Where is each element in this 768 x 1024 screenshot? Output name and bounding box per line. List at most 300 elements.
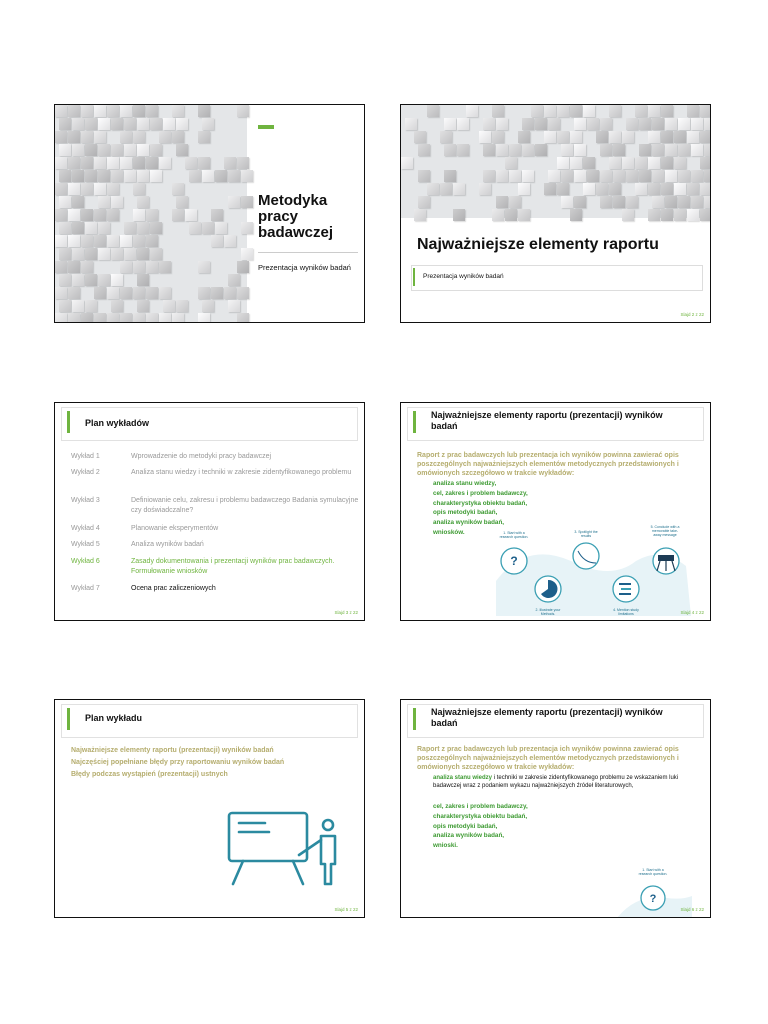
presenter-at-board-icon — [225, 810, 345, 890]
accent-bar — [413, 411, 416, 433]
cube-tile — [622, 157, 634, 169]
slide-1 — [54, 104, 365, 323]
cube-tile — [444, 144, 456, 156]
cube-tile — [72, 118, 84, 130]
cube-tile — [635, 105, 647, 117]
cube-tile — [228, 196, 240, 208]
slide-2 — [400, 104, 711, 323]
cube-tile — [59, 196, 71, 208]
cube-pattern — [55, 105, 247, 322]
cube-tile — [600, 196, 612, 208]
cube-pattern — [401, 105, 710, 218]
page-number: Slajd 4 z 22 — [680, 610, 704, 615]
cube-tile — [570, 105, 582, 117]
cube-tile — [111, 144, 123, 156]
cube-tile — [613, 196, 625, 208]
cube-tile — [107, 183, 119, 195]
cube-tile — [622, 209, 634, 221]
cube-tile — [124, 144, 136, 156]
cube-tile — [427, 183, 439, 195]
cube-tile — [81, 105, 93, 117]
cube-tile — [120, 287, 132, 299]
cube-tile — [111, 196, 123, 208]
accent-bar — [413, 268, 415, 286]
cube-tile — [85, 248, 97, 260]
cube-tile — [444, 170, 456, 182]
cube-tile — [557, 105, 569, 117]
cube-tile — [483, 170, 495, 182]
cube-tile — [81, 157, 93, 169]
cube-tile — [159, 131, 171, 143]
question-step-icon — [617, 878, 692, 918]
cube-tile — [583, 183, 595, 195]
first-element-rest: i techniki w zakresie zidentyfikowanego problemu ze wskazaniem luki badawczej wraz z podaniem wykazu najważniejszych źródeł literaturowych, — [433, 775, 679, 789]
cube-tile — [457, 118, 469, 130]
cube-tile — [107, 313, 119, 323]
cube-tile — [561, 144, 573, 156]
slide-5 — [54, 699, 365, 918]
cube-tile — [241, 196, 253, 208]
cube-tile — [55, 261, 67, 273]
cube-tile — [120, 157, 132, 169]
cube-tile — [609, 157, 621, 169]
cube-tile — [202, 170, 214, 182]
cube-tile — [665, 144, 677, 156]
cube-tile — [55, 183, 67, 195]
cube-tile — [172, 209, 184, 221]
cube-tile — [172, 131, 184, 143]
cube-tile — [700, 209, 711, 221]
cube-tile — [98, 170, 110, 182]
cube-tile — [172, 313, 184, 323]
cube-tile — [674, 209, 686, 221]
cube-tile — [85, 118, 97, 130]
cube-tile — [133, 235, 145, 247]
cube-tile — [211, 287, 223, 299]
cube-tile — [72, 300, 84, 312]
page-number: Slajd 3 z 22 — [334, 610, 358, 615]
cube-tile — [133, 183, 145, 195]
cube-tile — [224, 235, 236, 247]
cube-tile — [665, 170, 677, 182]
slide-title: Najważniejsze elementy raportu (prezentacji) wyników badań — [431, 707, 663, 728]
cube-tile — [120, 313, 132, 323]
cube-tile — [561, 196, 573, 208]
cube-tile — [661, 105, 673, 117]
cube-tile — [518, 183, 530, 195]
slide-title: Plan wykładu — [85, 713, 143, 723]
cube-tile — [172, 105, 184, 117]
cube-tile — [137, 196, 149, 208]
cube-tile — [176, 144, 188, 156]
diagram-label: 3. Spotlight the results — [574, 530, 598, 538]
cube-tile — [557, 157, 569, 169]
cube-tile — [68, 131, 80, 143]
cube-tile — [496, 144, 508, 156]
cube-tile — [68, 287, 80, 299]
cube-tile — [55, 287, 67, 299]
cube-tile — [518, 131, 530, 143]
cube-tile — [518, 209, 530, 221]
cube-tile — [691, 196, 703, 208]
cube-tile — [648, 131, 660, 143]
cube-tile — [189, 170, 201, 182]
cube-tile — [81, 313, 93, 323]
cube-tile — [198, 261, 210, 273]
cube-tile — [687, 183, 699, 195]
slide-title: Najważniejsze elementy raportu — [417, 236, 659, 253]
cube-tile — [137, 170, 149, 182]
cube-tile — [237, 261, 249, 273]
cube-tile — [98, 118, 110, 130]
cube-tile — [228, 274, 240, 286]
cube-tile — [146, 287, 158, 299]
cube-tile — [146, 235, 158, 247]
cube-tile — [107, 157, 119, 169]
cube-tile — [635, 183, 647, 195]
cube-tile — [111, 274, 123, 286]
cube-tile — [678, 144, 690, 156]
cube-tile — [704, 118, 711, 130]
cube-tile — [133, 313, 145, 323]
cube-tile — [691, 144, 703, 156]
cube-tile — [700, 131, 711, 143]
accent-bar — [67, 708, 70, 730]
cube-tile — [557, 183, 569, 195]
cube-tile — [479, 183, 491, 195]
cube-tile — [587, 170, 599, 182]
cube-tile — [704, 144, 711, 156]
cube-tile — [98, 222, 110, 234]
cube-tile — [94, 235, 106, 247]
intro-text: Raport z prac badawczych lub prezentacja ich wyników powinna zawierać opis poszczególnych najważniejszych elementów metodycznych przedstawionych i omówionych szczegółowo w trakcie wykładów: — [417, 452, 679, 477]
cube-tile — [59, 222, 71, 234]
cube-tile — [68, 261, 80, 273]
cube-tile — [440, 131, 452, 143]
cube-tile — [211, 235, 223, 247]
cube-tile — [159, 157, 171, 169]
cube-tile — [68, 313, 80, 323]
cube-tile — [94, 157, 106, 169]
cube-tile — [228, 170, 240, 182]
cube-tile — [150, 248, 162, 260]
cube-tile — [98, 144, 110, 156]
cube-tile — [622, 131, 634, 143]
element-list: analiza stanu wiedzy, cel, zakres i problem badawczy, charakterystyka obiektu badań, opis metodyki badań, analiza wyników badań, wniosków. — [433, 480, 528, 536]
cube-tile — [544, 105, 556, 117]
cube-tile — [596, 131, 608, 143]
cube-tile — [237, 157, 249, 169]
cube-tile — [72, 144, 84, 156]
cube-tile — [120, 105, 132, 117]
page-number: Slajd 5 z 22 — [334, 907, 358, 912]
cube-tile — [600, 144, 612, 156]
diagram-label: 1. Start with a research question. — [638, 868, 668, 876]
cube-tile — [159, 313, 171, 323]
cube-tile — [224, 287, 236, 299]
cube-tile — [496, 196, 508, 208]
cube-tile — [661, 157, 673, 169]
cube-tile — [674, 131, 686, 143]
cube-tile — [59, 144, 71, 156]
cube-tile — [570, 131, 582, 143]
cube-tile — [107, 209, 119, 221]
cube-tile — [68, 183, 80, 195]
cube-tile — [72, 222, 84, 234]
cube-tile — [94, 313, 106, 323]
slide-4 — [400, 402, 711, 621]
cube-tile — [211, 209, 223, 221]
cube-tile — [176, 118, 188, 130]
cube-tile — [639, 170, 651, 182]
svg-text:?: ? — [510, 554, 518, 568]
cube-tile — [635, 157, 647, 169]
cube-tile — [626, 196, 638, 208]
slide-6 — [400, 699, 711, 918]
cube-tile — [548, 170, 560, 182]
cube-tile — [665, 118, 677, 130]
cube-tile — [496, 170, 508, 182]
cube-tile — [440, 183, 452, 195]
cube-tile — [137, 222, 149, 234]
cube-tile — [639, 118, 651, 130]
cube-tile — [163, 300, 175, 312]
cube-tile — [505, 157, 517, 169]
cube-tile — [120, 261, 132, 273]
cube-tile — [198, 287, 210, 299]
cube-tile — [457, 144, 469, 156]
cube-tile — [146, 261, 158, 273]
cube-tile — [215, 222, 227, 234]
cube-tile — [137, 248, 149, 260]
cube-tile — [613, 170, 625, 182]
cube-tile — [704, 196, 711, 208]
cube-tile — [150, 118, 162, 130]
cube-tile — [81, 261, 93, 273]
cube-tile — [639, 144, 651, 156]
cube-tile — [600, 170, 612, 182]
cube-tile — [94, 287, 106, 299]
cube-tile — [185, 209, 197, 221]
cube-tile — [492, 131, 504, 143]
diagram-label: 4. Mention study limitations — [613, 608, 639, 616]
cube-tile — [548, 118, 560, 130]
cube-tile — [146, 313, 158, 323]
cube-tile — [544, 131, 556, 143]
slide-title: Metodyka pracy badawczej — [258, 192, 334, 241]
cube-tile — [185, 157, 197, 169]
cube-tile — [492, 209, 504, 221]
cube-tile — [531, 105, 543, 117]
cube-tile — [224, 157, 236, 169]
cube-tile — [401, 157, 413, 169]
cube-tile — [68, 105, 80, 117]
cube-tile — [648, 183, 660, 195]
cube-tile — [85, 144, 97, 156]
cube-tile — [94, 131, 106, 143]
cube-tile — [133, 261, 145, 273]
cube-tile — [483, 118, 495, 130]
cube-tile — [704, 170, 711, 182]
cube-tile — [107, 105, 119, 117]
cube-tile — [496, 118, 508, 130]
cube-tile — [81, 131, 93, 143]
cube-tile — [535, 118, 547, 130]
diagram-label: 5. Conclude with a memorable take-away message — [650, 525, 680, 537]
cube-tile — [133, 131, 145, 143]
accent-bar — [258, 125, 274, 129]
cube-tile — [237, 287, 249, 299]
first-element-bold: analiza stanu wiedzy — [433, 775, 493, 781]
cube-tile — [691, 118, 703, 130]
cube-tile — [522, 144, 534, 156]
cube-tile — [59, 118, 71, 130]
cube-tile — [678, 118, 690, 130]
cube-tile — [522, 118, 534, 130]
cube-tile — [596, 183, 608, 195]
cube-tile — [55, 313, 67, 323]
cube-tile — [418, 196, 430, 208]
cube-tile — [176, 300, 188, 312]
cube-tile — [59, 248, 71, 260]
cube-tile — [570, 157, 582, 169]
cube-tile — [700, 183, 711, 195]
cube-tile — [574, 196, 586, 208]
cube-tile — [665, 196, 677, 208]
cube-tile — [509, 170, 521, 182]
cube-tile — [137, 144, 149, 156]
cube-tile — [453, 209, 465, 221]
cube-tile — [72, 170, 84, 182]
cube-tile — [133, 157, 145, 169]
cube-tile — [72, 196, 84, 208]
cube-tile — [609, 131, 621, 143]
cube-tile — [574, 118, 586, 130]
cube-tile — [444, 118, 456, 130]
page-number: Slajd 2 z 22 — [680, 312, 704, 317]
cube-tile — [557, 131, 569, 143]
cube-tile — [674, 183, 686, 195]
slide-title: Plan wykładów — [85, 418, 150, 428]
cube-tile — [509, 196, 521, 208]
cube-tile — [85, 274, 97, 286]
cube-tile — [583, 157, 595, 169]
cube-tile — [150, 170, 162, 182]
cube-tile — [215, 170, 227, 182]
cube-tile — [59, 300, 71, 312]
cube-tile — [405, 118, 417, 130]
cube-tile — [59, 274, 71, 286]
cube-tile — [146, 157, 158, 169]
cube-tile — [674, 157, 686, 169]
cube-tile — [522, 170, 534, 182]
cube-tile — [414, 209, 426, 221]
cube-tile — [700, 105, 711, 117]
cube-tile — [483, 144, 495, 156]
slide-3: Plan wykładów Wykład 1 Wprowadzenie do metodyki pracy badawczej Wykład 2 Analiza stanu wiedzy i techniki w zakresie zidentyfikowanego problemu Wykład 3 Definiowanie celu, zakresu i problemu badawczego Badania symulacyjne czy doświadczalne? Wykład 4 Planowanie eksperymentów Wykład 5 Analiza wyników badań Wykład 6 Zasady dokumentowania i prezentacji wyników prac badawczych. Formułowanie wniosków Wykład 7 Ocena prac zaliczeniowych Slajd 3 z 22 — [54, 402, 365, 621]
cube-tile — [418, 170, 430, 182]
intro-text: Raport z prac badawczych lub prezentacja ich wyników powinna zawierać opis poszczególnych najważniejszych elementów metodycznych przedstawionych i omówionych szczegółowo w trakcie wykładów: — [417, 746, 679, 771]
cube-tile — [98, 196, 110, 208]
cube-tile — [133, 105, 145, 117]
cube-tile — [241, 170, 253, 182]
diagram-label: 2. Illustrate your Methods. — [535, 608, 561, 616]
cube-tile — [691, 170, 703, 182]
cube-tile — [626, 170, 638, 182]
cube-tile — [648, 157, 660, 169]
cube-tile — [111, 118, 123, 130]
cube-tile — [700, 157, 711, 169]
cube-tile — [124, 248, 136, 260]
cube-tile — [55, 209, 67, 221]
cube-tile — [94, 183, 106, 195]
cube-tile — [150, 222, 162, 234]
cube-tile — [85, 300, 97, 312]
cube-tile — [661, 183, 673, 195]
cube-tile — [159, 287, 171, 299]
cube-tile — [72, 274, 84, 286]
cube-tile — [163, 118, 175, 130]
cube-tile — [479, 131, 491, 143]
cube-tile — [98, 248, 110, 260]
cube-tile — [133, 287, 145, 299]
cube-tile — [241, 222, 253, 234]
element-list: cel, zakres i problem badawczy, charakterystyka obiektu badań, opis metodyki badań, analiza wyników badań, wnioski. — [433, 803, 528, 850]
cube-tile — [94, 105, 106, 117]
cube-tile — [68, 235, 80, 247]
cube-tile — [509, 144, 521, 156]
cube-tile — [427, 105, 439, 117]
cube-tile — [198, 105, 210, 117]
cube-tile — [466, 105, 478, 117]
cube-tile — [111, 300, 123, 312]
cube-tile — [570, 209, 582, 221]
cube-tile — [202, 222, 214, 234]
cube-tile — [172, 183, 184, 195]
cube-tile — [574, 170, 586, 182]
cube-tile — [189, 222, 201, 234]
cube-tile — [81, 209, 93, 221]
cube-tile — [648, 209, 660, 221]
slide-subtitle: Prezentacja wyników badań — [423, 273, 504, 280]
cube-tile — [544, 183, 556, 195]
cube-tile — [587, 118, 599, 130]
cube-tile — [678, 170, 690, 182]
cube-tile — [600, 118, 612, 130]
cube-tile — [81, 183, 93, 195]
cube-tile — [652, 196, 664, 208]
cube-tile — [98, 274, 110, 286]
cube-tile — [202, 300, 214, 312]
cube-tile — [505, 209, 517, 221]
cube-tile — [648, 105, 660, 117]
cube-tile — [609, 183, 621, 195]
cube-tile — [146, 105, 158, 117]
lecture-topics: Najważniejsze elementy raportu (prezentacji) wyników badań Najczęściej popełniane błędy przy raportowaniu wyników badań Błędy podczas wystąpień (prezentacji) ustnych — [71, 747, 285, 778]
page-number: Slajd 6 z 22 — [680, 907, 704, 912]
cube-tile — [198, 131, 210, 143]
cube-tile — [137, 300, 149, 312]
cube-tile — [68, 209, 80, 221]
cube-tile — [107, 287, 119, 299]
cube-tile — [68, 157, 80, 169]
cube-tile — [55, 131, 67, 143]
cube-tile — [661, 209, 673, 221]
cube-tile — [687, 209, 699, 221]
cube-tile — [652, 118, 664, 130]
diagram-label: 1. Start with a research question. — [499, 531, 529, 539]
cube-tile — [111, 170, 123, 182]
